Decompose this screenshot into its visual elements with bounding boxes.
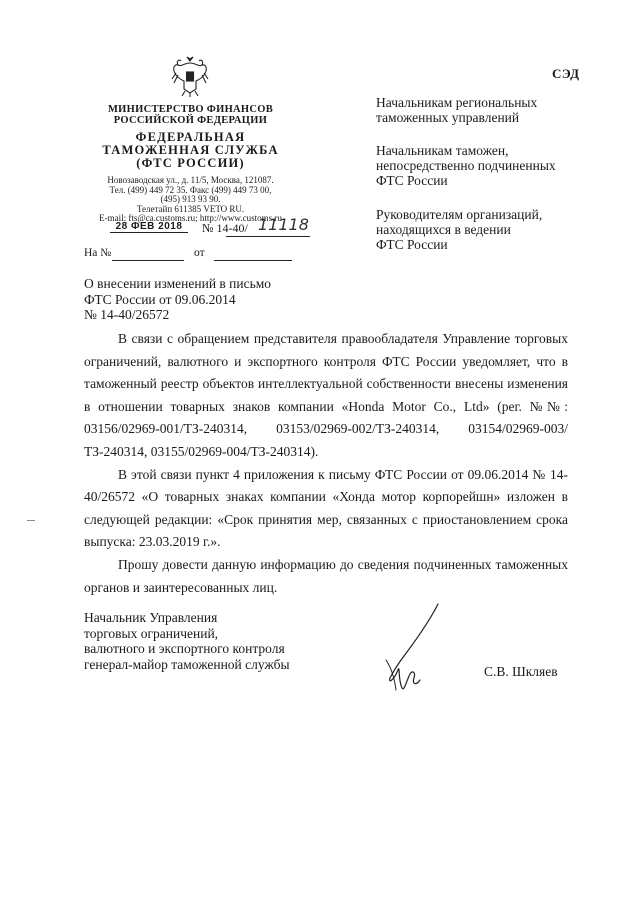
- addressee-line-2: таможенных управлений: [376, 110, 520, 125]
- address-line-3: (495) 913 93 90.: [160, 194, 221, 205]
- body-paragraph-1: В связи с обращением представителя правообладателя Управление торговых ограничений, валютного и экспортного контроля ФТС России уведомляет, что в таможенный реестр объектов интеллектуальной собственности внесены изменения в отношении товарных знаков компании «Honda Motor Co., Ltd» (рег. №№: 03156/02969-001/ТЗ-240314, 03153/02969-002/ТЗ-240314, 03154/02969-003/ТЗ-240314, 03155/02969-004/ТЗ-240314).: [84, 331, 568, 459]
- service-line-3: (ФТС РОССИИ): [136, 156, 245, 170]
- ref-date-blank: [214, 260, 292, 261]
- addressee-line-5: ФТС России: [376, 173, 448, 188]
- subject-line-2: ФТС России от 09.06.2014: [84, 291, 236, 307]
- document-number-prefix: № 14-40/: [202, 221, 248, 235]
- letter-body: [84, 328, 568, 599]
- body-paragraph-3: Прошу довести данную информацию до сведения подчиненных таможенных органов и заинтересованных лиц.: [84, 556, 568, 595]
- margin-mark: [27, 520, 35, 521]
- document-date: 28 ФЕВ 2018: [110, 221, 188, 233]
- document-number-handwritten: 11118: [258, 215, 309, 234]
- sed-stamp: СЭД: [552, 66, 580, 81]
- addressee-line-7: находящихся в ведении: [376, 222, 511, 237]
- addressee-regional: [376, 95, 606, 125]
- signatory-line-2: торговых ограничений,: [84, 625, 219, 641]
- signatory-title: [84, 610, 344, 672]
- letter-subject: [84, 276, 344, 323]
- ref-number-label: На №: [84, 247, 112, 259]
- ministry-name: [78, 104, 303, 126]
- address-line-2: Тел. (499) 449 72 35. Факс (499) 449 73 00,: [109, 184, 272, 195]
- reference-line: [84, 247, 314, 263]
- addressee-customs: [376, 143, 606, 188]
- ministry-line-2: РОССИЙСКОЙ ФЕДЕРАЦИИ: [113, 115, 268, 126]
- signatory-line-1: Начальник Управления: [84, 610, 218, 625]
- address-line-4: Телетайп 611385 VETO RU.: [136, 203, 245, 214]
- service-name: [78, 131, 303, 170]
- subject-line-3: № 14-40/26572: [84, 307, 170, 322]
- addressee-line-3: Начальникам таможен,: [376, 143, 509, 158]
- service-line-1: ФЕДЕРАЛЬНАЯ: [135, 130, 246, 144]
- addressee-line-8: ФТС России: [376, 237, 448, 252]
- address-line-5: E-mail: fts@ca.customs.ru; http://www.customs.ru: [99, 213, 282, 224]
- subject-line-1: О внесении изменений в письмо: [84, 276, 272, 291]
- ref-number-blank: [112, 260, 184, 261]
- ref-date-label: от: [194, 247, 205, 259]
- addressee-line-1: Начальникам региональных: [376, 95, 538, 110]
- number-underline: [226, 236, 310, 237]
- service-line-2: ТАМОЖЕННАЯ СЛУЖБА: [102, 143, 279, 157]
- addressee-line-6: Руководителям организаций,: [376, 207, 543, 222]
- signatory-line-3: валютного и экспортного контроля: [84, 641, 285, 656]
- ministry-line-1: МИНИСТЕРСТВО ФИНАНСОВ: [107, 104, 274, 115]
- coat-of-arms-icon: [170, 55, 210, 97]
- addressee-organizations: [376, 207, 606, 252]
- body-paragraph-2: В этой связи пункт 4 приложения к письму ФТС России от 09.06.2014 № 14-40/26572 «О товарных знаках компании «Хонда мотор корпорейшн» изложен в следующей редакции: «Срок принятия мер, связанных с приостановлением срока выпуска: 23.03.2019 г.».: [84, 466, 568, 550]
- signatory-line-4: генерал-майор таможенной службы: [84, 656, 290, 672]
- handwritten-signature: [360, 600, 470, 700]
- address-line-1: Новозаводская ул., д. 11/5, Москва, 121087.: [107, 175, 274, 185]
- signatory-name: С.В. Шкляев: [484, 664, 558, 679]
- addressee-line-4: непосредственно подчиненных: [376, 158, 556, 173]
